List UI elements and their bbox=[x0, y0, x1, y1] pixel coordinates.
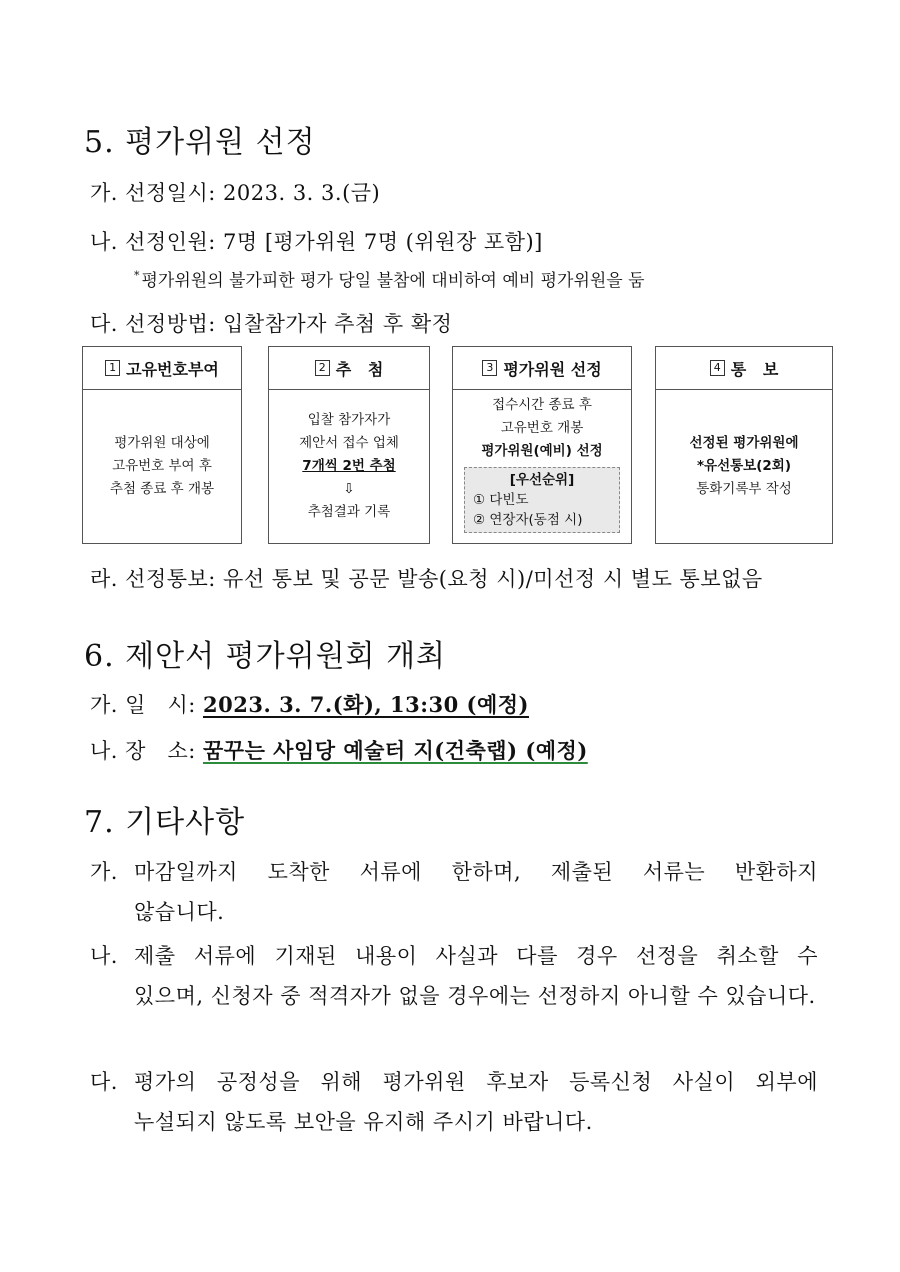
step-header-3: 3 평가위원 선정 bbox=[453, 347, 631, 390]
step-box-3 bbox=[452, 346, 632, 544]
selection-notice: 라. 선정통보: 유선 통보 및 공문 발송(요청 시)/미선정 시 별도 통보없음 bbox=[90, 567, 763, 591]
step-body-4: 선정된 평가위원에 *유선통보(2회) 통화기록부 작성 bbox=[689, 435, 799, 497]
step-header-4: 4 통 보 bbox=[656, 347, 832, 390]
step-box-1 bbox=[82, 346, 242, 544]
step-header-1: 1 고유번호부여 bbox=[83, 347, 241, 390]
selection-method: 다. 선정방법: 입찰참가자 추첨 후 확정 bbox=[90, 312, 453, 336]
section7-title: 7. 기타사항 bbox=[84, 805, 246, 840]
section6-title: 6. 제안서 평가위원회 개최 bbox=[84, 639, 447, 674]
priority-box: [우선순위] ① 다빈도 ② 연장자(동점 시) bbox=[464, 467, 620, 533]
step-box-2 bbox=[268, 346, 430, 544]
step-header-2: 2 추 첨 bbox=[269, 347, 429, 390]
step-box-4 bbox=[655, 346, 833, 544]
selection-note: * 평가위원의 불가피한 평가 당일 불참에 대비하여 예비 평가위원을 둠 bbox=[134, 269, 645, 291]
other-item-1: 가. 마감일까지 도착한 서류에 한하며, 제출된 서류는 반환하지 않습니다. bbox=[90, 860, 818, 924]
selection-count: 나. 선정인원: 7명 [평가위원 7명 (위원장 포함)] bbox=[90, 230, 543, 254]
step-body-2: 입찰 참가자가 제안서 접수 업체 7개씩 2번 추첨 ⇩ 추첨결과 기록 bbox=[299, 412, 399, 520]
other-item-3: 다. 평가의 공정성을 위해 평가위원 후보자 등록신청 사실이 외부에 누설되지 않도록 보안을 유지해 주시기 바랍니다. bbox=[90, 1070, 818, 1134]
selection-date: 가. 선정일시: 2023. 3. 3.(금) bbox=[90, 181, 381, 205]
meeting-place: 나. 장 소: 꿈꾸는 사임당 예술터 지(건축랩) (예정) bbox=[90, 738, 588, 763]
section5-title: 5. 평가위원 선정 bbox=[84, 125, 316, 160]
meeting-date: 가. 일 시: 2023. 3. 7.(화), 13:30 (예정) bbox=[90, 692, 529, 717]
down-arrow-icon: ⇩ bbox=[343, 481, 355, 497]
step-body-1: 평가위원 대상에 고유번호 부여 후 추첨 종료 후 개봉 bbox=[109, 435, 215, 497]
step-body-3: 접수시간 종료 후 고유번호 개봉 평가위원(예비) 선정 [우선순위] ① 다빈도 ② 연장자(동점 시) bbox=[453, 390, 631, 543]
other-item-2: 나. 제출 서류에 기재된 내용이 사실과 다를 경우 선정을 취소할 수 있으며, 신청자 중 적격자가 없을 경우에는 선정하지 아니할 수 있습니다. bbox=[90, 944, 818, 1008]
